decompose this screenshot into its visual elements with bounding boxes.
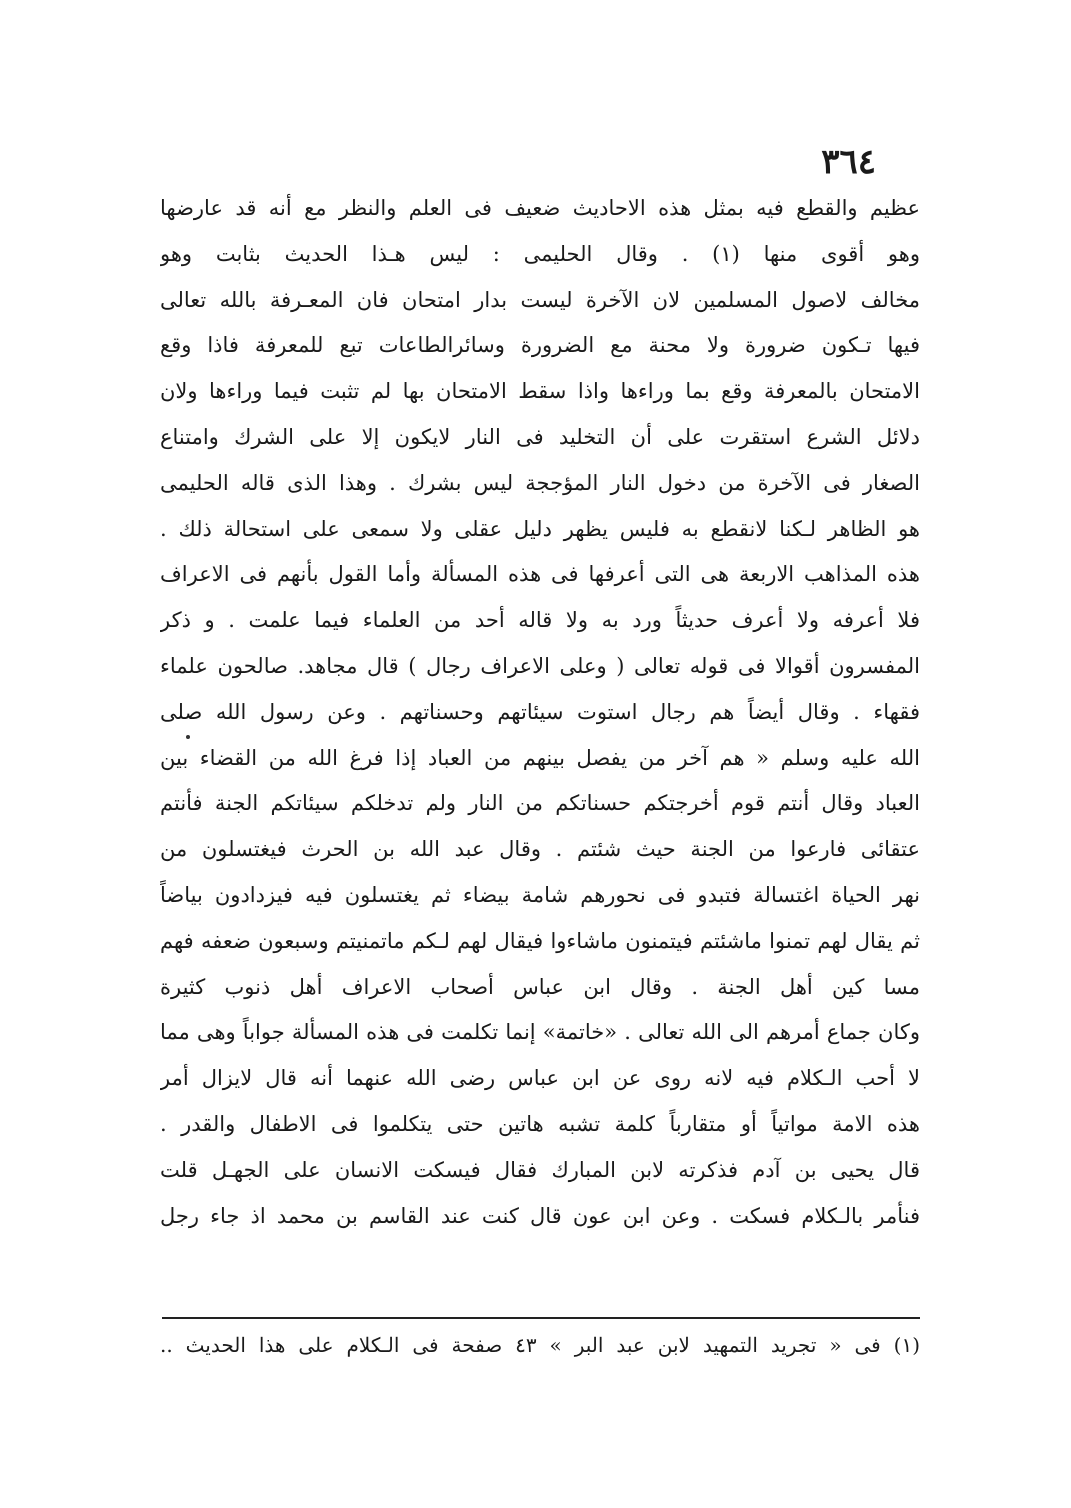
text-line: عظيم والقطع فيه بمثل هذه الاحاديث ضعيف فى العلم والنظر مع أنه قد عارضها xyxy=(160,196,920,220)
text-line: ثم يقال لهم تمنوا ماشئتم فيتمنون ماشاءوا فيقال لهم لـكم ماتمنيتم وسبعون ضعفه فهم xyxy=(160,928,920,953)
text-line: هذه الامة مواتياً أو متقارباً كلمة تشبه هاتين حتى يتكلموا فى الاطفال والقدر . xyxy=(160,1111,920,1136)
text-line: فيها تـكون ضرورة ولا محنة مع الضرورة وسائرالطاعات تبع للمعرفة فاذا وقع xyxy=(160,333,920,358)
text-line: دلائل الشرع استقرت على أن التخليد فى النار لايكون إلا على الشرك وامتناع xyxy=(160,424,920,449)
text-line: نهر الحياة اغتسالة فتبدو فى نحورهم شامة بيضاء ثم يغتسلون فيه فيزدادون بياضاً xyxy=(160,882,920,907)
main-text xyxy=(160,186,920,1239)
footnote-divider xyxy=(162,1317,920,1319)
text-line: قال يحيى بن آدم فذكرته لابن المبارك فقال فيسكت الانسان على الجهـل قلت xyxy=(160,1157,920,1182)
text-line: الصغار فى الآخرة من دخول النار المؤججة ليس بشرك . وهذا الذى قاله الحليمى xyxy=(160,470,920,495)
text-line: مسا كين أهل الجنة . وقال ابن عباس أصحاب الاعراف أهل ذنوب كثيرة xyxy=(160,974,920,999)
text-line: هذه المذاهب الاربعة هى التى أعرفها فى هذه المسألة وأما القول بأنهم فى الاعراف xyxy=(160,562,920,587)
text-line: هو الظاهر لـكنا لانقطع به فليس يظهر دليل عقلى ولا سمعى على استحالة ذلك . xyxy=(160,516,920,541)
text-line: مخالف لاصول المسلمين لان الآخرة ليست بدار امتحان فان المعـرفة بالله تعالى xyxy=(160,287,920,312)
text-line: فلا أعرفه ولا أعرف حديثاً ورد به ولا قاله أحد من العلماء فيما علمت . و ذكر xyxy=(160,608,920,633)
text-line: الامتحان بالمعرفة وقع بما وراءها واذا سقط الامتحان بها لم تثبت فيما وراءها ولان xyxy=(160,379,920,404)
text-line: العباد وقال أنتم قوم أخرجتكم حسناتكم من النار ولم تدخلكم سيئاتكم الجنة فأنتم xyxy=(160,791,920,816)
footnote: (١) فى « تجريد التمهيد لابن عبد البر » ٤٣ صفحة فى الـكلام على هذا الحديث .. xyxy=(160,1333,920,1357)
text-line: فنأمر بالـكلام فسكت . وعن ابن عون قال كنت عند القاسم بن محمد اذ جاء رجل xyxy=(160,1203,920,1228)
text-line: الله عليه وسلم « هم آخر من يفصل بينهم من العباد إذا فرغ الله من القضاء بين xyxy=(160,745,920,770)
text-line: المفسرون أقوالا فى قوله تعالى ( وعلى الاعراف رجال ) قال مجاهد. صالحون علماء xyxy=(160,653,920,678)
page-number: ٣٦٤ xyxy=(821,142,876,182)
text-line: عتقائى فارعوا من الجنة حيث شئتم . وقال عبد الله بن الحرث فيغتسلون من xyxy=(160,837,920,862)
text-line: وهو أقوى منها (١) . وقال الحليمى : ليس هـذا الحديث بثابت وهو xyxy=(160,241,920,266)
text-line: وكان جماع أمرهم الى الله تعالى . «خاتمة» إنما تكلمت فى هذه المسألة جواباً وهى مما xyxy=(160,1020,920,1045)
text-line: لا أحب الـكلام فيه لانه روى عن ابن عباس رضى الله عنهما أنه قال لايزال أمر xyxy=(160,1066,920,1091)
text-line: فقهاء . وقال أيضاً هم رجال استوت سيئاتهم وحسناتهم . وعن رسول الله صلى xyxy=(160,699,920,724)
